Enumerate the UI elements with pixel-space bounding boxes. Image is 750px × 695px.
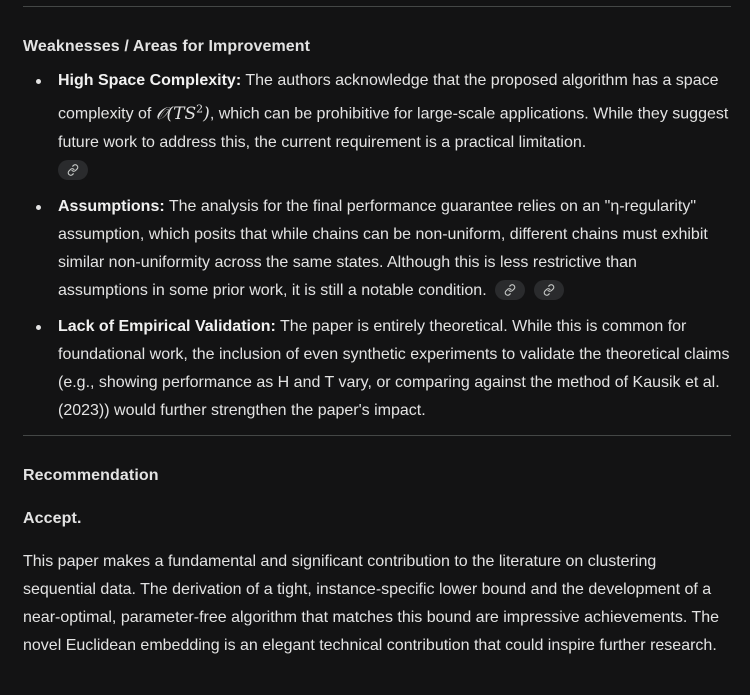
item-title: High Space Complexity: xyxy=(58,72,242,89)
section-divider xyxy=(23,435,731,436)
list-item xyxy=(23,67,731,185)
item-text-before: The authors acknowledge that the proposed algorithm has a space complexity of xyxy=(58,72,719,123)
list-item xyxy=(23,193,731,305)
weaknesses-list xyxy=(23,67,731,425)
item-title: Assumptions: xyxy=(58,197,165,215)
link-icon xyxy=(543,284,555,296)
item-text-after: , which can be prohibitive for large-scale applications. While they suggest future work to address this, the current requirement is a practical limitation. xyxy=(58,105,729,151)
link-icon xyxy=(67,164,79,176)
recommendation-paragraph: This paper makes a fundamental and significant contribution to the literature on clustering sequential data. The derivation of a tight, instance-specific lower bound and the development of a near-optimal, parameter-free algorithm that matches this bound are impressive achievements. The novel Euclidean embedding is an elegant technical contribution that could inspire further research. xyxy=(23,553,720,654)
recommendation-verdict: Accept. xyxy=(23,510,82,527)
bullet-dot xyxy=(36,325,41,330)
space-complexity-formula: $𝒪(TS^2)$ xyxy=(155,102,210,124)
top-divider xyxy=(23,6,731,7)
list-item xyxy=(23,313,731,425)
citation-link-button[interactable] xyxy=(58,160,88,180)
bullet-dot xyxy=(36,205,41,210)
recommendation-heading: Recommendation xyxy=(23,467,159,484)
citation-row xyxy=(58,157,731,185)
item-title: Lack of Empirical Validation: xyxy=(58,317,276,335)
bullet-dot xyxy=(36,79,41,84)
item-text: The analysis for the final performance guarantee relies on an "η-regularity" assumption, which posits that while chains can be non-uniform, different chains must exhibit similar non-uniformity across the same states. Although this is less restrictive than assumptions in some prior work, it is still a notable condition. xyxy=(58,197,708,299)
weaknesses-heading: Weaknesses / Areas for Improvement xyxy=(23,38,311,55)
citation-link-button[interactable] xyxy=(534,280,564,300)
item-text: The paper is entirely theoretical. While this is common for foundational work, the inclusion of even synthetic experiments to validate the theoretical claims (e.g., showing performance as H and T vary, or comparing against the method of Kausik et al. (2023)) would further strengthen the paper's impact. xyxy=(58,317,730,419)
citation-link-button[interactable] xyxy=(495,280,525,300)
link-icon xyxy=(504,284,516,296)
